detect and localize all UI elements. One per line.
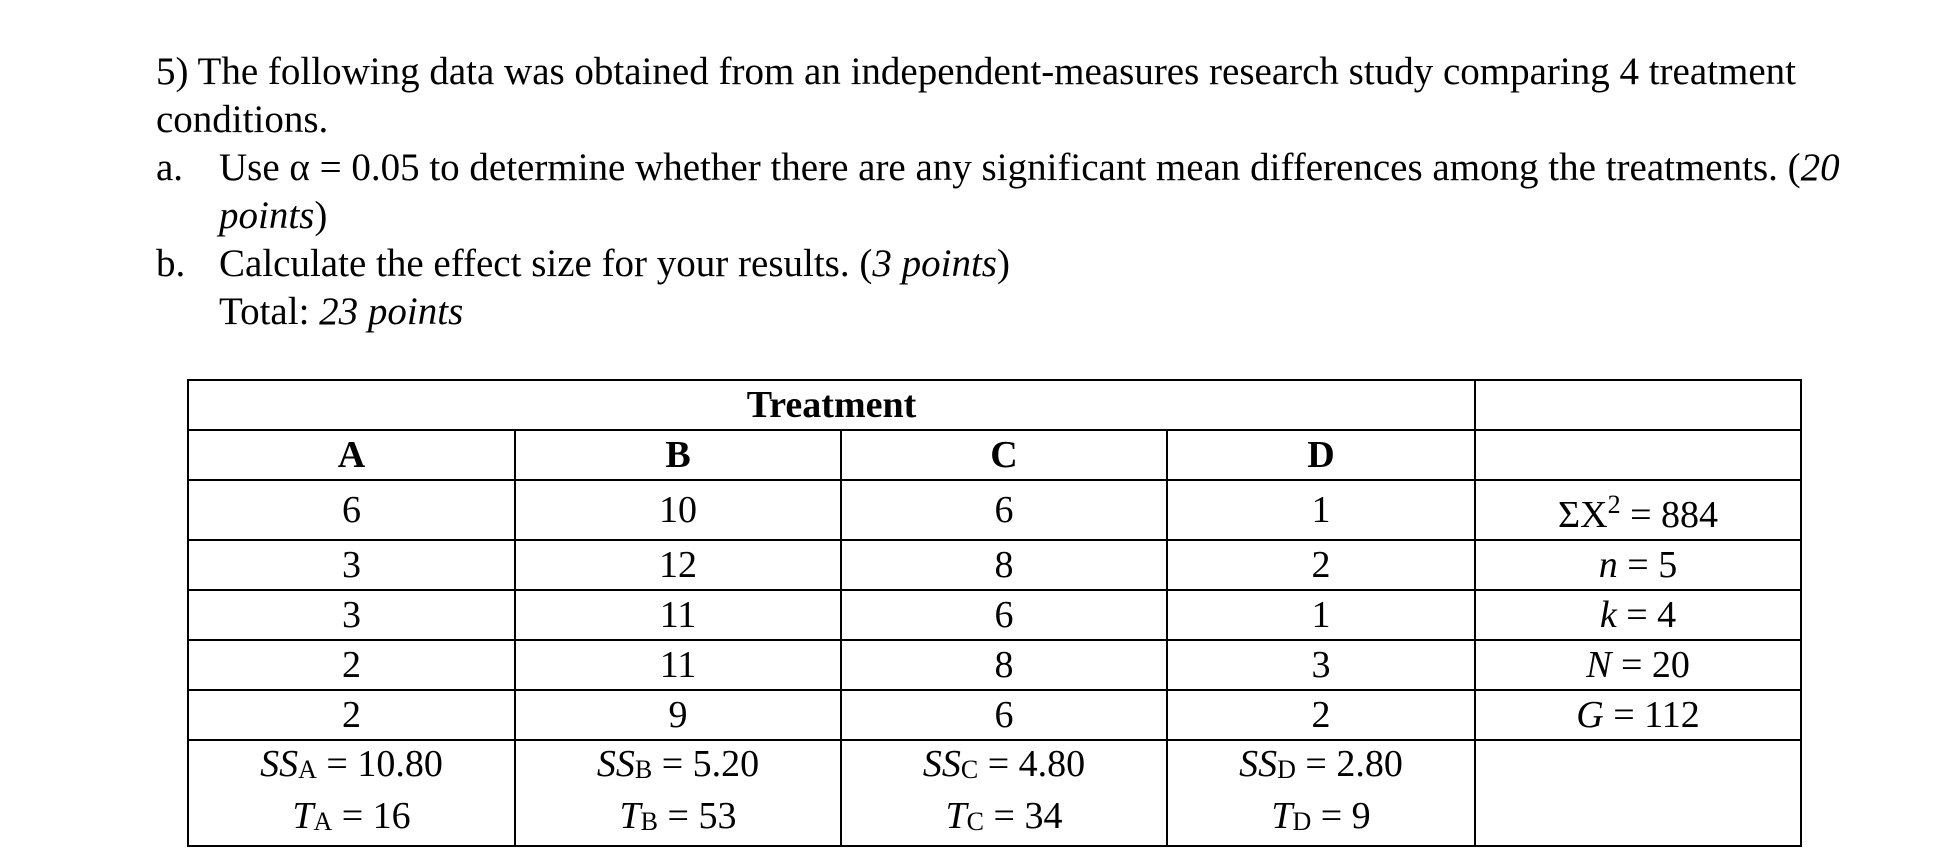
ss-value: = 2.80 <box>1295 743 1403 785</box>
table-cell: 6 <box>841 690 1167 740</box>
part-a-close: ) <box>314 194 328 237</box>
treatment-data-table <box>187 379 1802 847</box>
table-cell: 1 <box>1167 480 1475 540</box>
table-cell: 6 <box>841 480 1167 540</box>
part-b-marker: b. <box>156 242 186 285</box>
empty-cell <box>1475 740 1801 846</box>
table-row <box>188 690 1801 740</box>
part-b-text <box>219 240 1856 288</box>
k-symbol: k <box>1599 594 1617 636</box>
t-subscript: B <box>640 807 659 836</box>
ss-symbol: SS <box>260 743 299 785</box>
table-cell: 2 <box>1167 540 1475 590</box>
part-a-text <box>219 144 1856 240</box>
empty-cell <box>1475 430 1801 480</box>
table-cell: 3 <box>188 540 515 590</box>
ss-symbol: SS <box>596 743 635 785</box>
total-n <box>1475 640 1801 690</box>
sum-x-squared-value: = 884 <box>1620 494 1718 536</box>
total-n-symbol: N <box>1586 644 1612 686</box>
summary-cell-b <box>515 740 841 846</box>
table-cell: 2 <box>188 640 515 690</box>
ss-subscript: B <box>634 755 653 784</box>
ss-symbol: SS <box>922 743 961 785</box>
part-b-points: 3 points <box>872 242 997 285</box>
part-b-close: ) <box>996 242 1010 285</box>
t-symbol: T <box>619 795 641 837</box>
summary-cell-d <box>1167 740 1475 846</box>
n-per-group <box>1475 540 1801 590</box>
ss-line <box>842 741 1166 793</box>
table-cell: 9 <box>515 690 841 740</box>
ss-line <box>189 741 514 793</box>
t-line <box>516 793 840 845</box>
total-points-line <box>156 288 1856 336</box>
table-column-header-row <box>188 430 1801 480</box>
table-cell: 2 <box>1167 690 1475 740</box>
problem-intro: 5) The following data was obtained from an independent-measures research study comparing 4 treatment conditions. <box>156 50 1796 141</box>
k-value: = 4 <box>1616 594 1677 636</box>
table-cell: 10 <box>515 480 841 540</box>
ss-line <box>516 741 840 793</box>
t-subscript: D <box>1292 807 1312 836</box>
t-line <box>189 793 514 845</box>
table-cell: 11 <box>515 640 841 690</box>
empty-cell <box>1475 380 1801 430</box>
ss-subscript: D <box>1277 755 1296 784</box>
ss-value: = 5.20 <box>652 743 760 785</box>
total-points: 23 points <box>319 290 464 333</box>
t-symbol: T <box>1271 795 1293 837</box>
table-summary-row <box>188 740 1801 846</box>
table-row <box>188 540 1801 590</box>
table-row <box>188 640 1801 690</box>
table-cell: 2 <box>188 690 515 740</box>
total-n-value: = 20 <box>1611 644 1690 686</box>
treatment-header: Treatment <box>188 380 1475 430</box>
table-cell: 1 <box>1167 590 1475 640</box>
t-subscript: C <box>966 807 985 836</box>
t-value: = 34 <box>984 795 1063 837</box>
t-line <box>842 793 1166 845</box>
table-cell: 6 <box>841 590 1167 640</box>
grand-total-value: = 112 <box>1603 694 1700 736</box>
table-group-header-row <box>188 380 1801 430</box>
ss-value: = 4.80 <box>978 743 1086 785</box>
part-a <box>156 144 1856 240</box>
table-cell: 3 <box>1167 640 1475 690</box>
problem-statement <box>156 48 1856 336</box>
part-a-points: 20 points <box>219 146 1840 237</box>
ss-value: = 10.80 <box>316 743 443 785</box>
ss-subscript: C <box>960 755 979 784</box>
part-a-marker: a. <box>156 146 184 189</box>
ss-line <box>1168 741 1474 793</box>
table-row <box>188 480 1801 540</box>
grand-total-symbol: G <box>1576 694 1604 736</box>
table-row <box>188 590 1801 640</box>
column-header-d: D <box>1167 430 1475 480</box>
table-cell: 12 <box>515 540 841 590</box>
table-cell: 6 <box>188 480 515 540</box>
table-cell: 11 <box>515 590 841 640</box>
t-value: = 9 <box>1311 795 1371 837</box>
k-treatments <box>1475 590 1801 640</box>
grand-total <box>1475 690 1801 740</box>
sum-x-squared-exponent: 2 <box>1607 490 1621 519</box>
t-line <box>1168 793 1474 845</box>
column-header-c: C <box>841 430 1167 480</box>
part-b-instruction: Calculate the effect size for your results. ( <box>219 242 873 285</box>
t-value: = 16 <box>332 795 411 837</box>
total-label: Total: <box>219 290 320 333</box>
t-subscript: A <box>313 807 333 836</box>
part-a-instruction: Use α = 0.05 to determine whether there are any significant mean differences among the treatments. ( <box>219 146 1801 189</box>
ss-subscript: A <box>298 755 317 784</box>
sum-x-squared <box>1475 480 1801 540</box>
table-cell: 8 <box>841 640 1167 690</box>
column-header-a: A <box>188 430 515 480</box>
table-cell: 3 <box>188 590 515 640</box>
ss-symbol: SS <box>1239 743 1278 785</box>
n-value: = 5 <box>1617 544 1678 586</box>
summary-cell-a <box>188 740 515 846</box>
part-b <box>156 240 1856 288</box>
n-symbol: n <box>1598 544 1618 586</box>
column-header-b: B <box>515 430 841 480</box>
table-cell: 8 <box>841 540 1167 590</box>
sum-x-squared-lhs: ΣX <box>1558 494 1608 536</box>
t-symbol: T <box>945 795 967 837</box>
t-value: = 53 <box>658 795 737 837</box>
summary-cell-c <box>841 740 1167 846</box>
t-symbol: T <box>292 795 314 837</box>
